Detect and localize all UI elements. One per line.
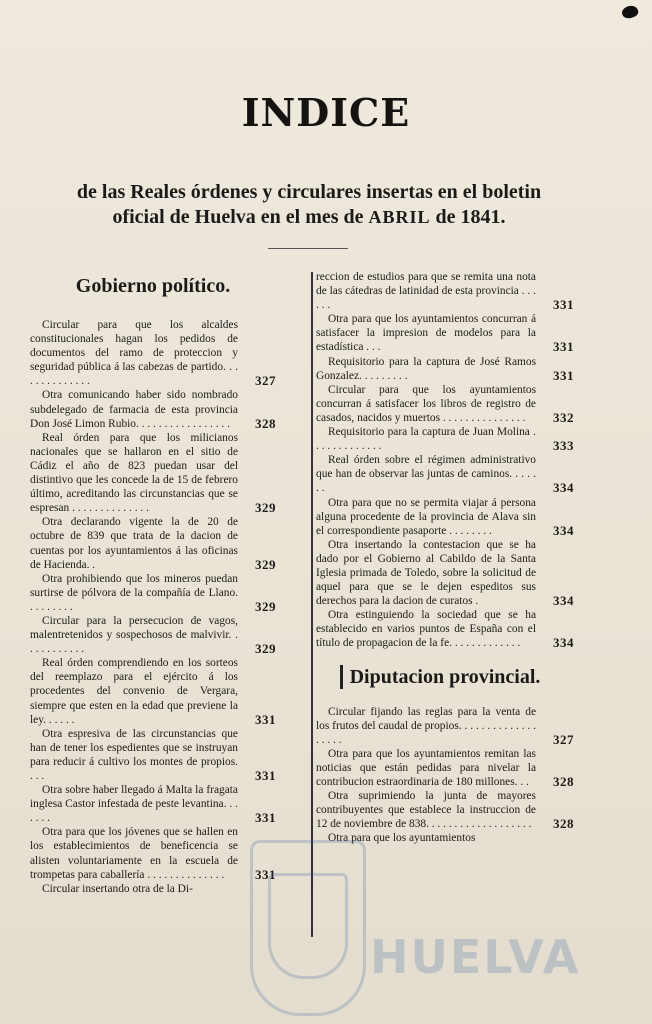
title-rule	[268, 248, 348, 249]
entry-text: Otra para que los ayuntamientos remitan las noticias que están pedidas para nivelar la contribucion estraordinaria de 180 millones. . .	[316, 747, 536, 788]
page-title: INDICE	[241, 90, 411, 135]
entry-text: reccion de estudios para que se remita una nota de las cátedras de latinidad de esta provincia . . . . . .	[316, 271, 536, 312]
subtitle-line-1: de las Reales órdenes y circulares insertas en el boletin	[76, 181, 542, 203]
entry-text: Otra declarando vigente la de 20 de octubre de 839 que trata de la dacion de cuentas por los ayuntamientos á las oficinas de Hacienda. .	[30, 516, 238, 571]
index-entry	[316, 831, 574, 845]
entry-text: Circular insertando otra de la Di-	[42, 882, 193, 895]
entry-page-number: 334	[553, 480, 574, 496]
entry-text: Otra para que no se permita viajar á persona alguna procedente de la provincia de Alava sin el correspondiente pasaporte . . . . . . . .	[316, 496, 536, 537]
entry-text: Circular para que los alcaldes constitucionales hagan los pedidos de documentos del ramo de proteccion y seguridad pública á las cabezas de partido. . . . . . . . . . . . . .	[30, 319, 238, 388]
entry-text: Otra para que los ayuntamientos	[328, 832, 476, 845]
index-entry	[30, 388, 276, 430]
subtitle-line-2	[14, 205, 604, 230]
entry-page-number: 328	[553, 816, 574, 832]
entry-text: Otra prohibiendo que los mineros puedan surtirse de pólvora de la compañía de Llano. . . . . . . . .	[30, 572, 238, 613]
index-entry	[30, 825, 276, 881]
library-watermark	[250, 830, 590, 1020]
section-heading-diputacion: Diputacion provincial.	[316, 665, 574, 689]
entry-page-number: 329	[255, 500, 276, 516]
entry-text: Circular para que los ayuntamientos concurran á satisfacer los libros de registro de casados, nacidos y muertos . . . . . . . . . . . . . . .	[316, 383, 536, 424]
index-entry	[30, 515, 276, 571]
entry-text: Otra sobre haber llegado á Malta la fragata inglesa Castor infestada de peste levantina. . . . . . .	[30, 784, 238, 825]
entry-page-number: 327	[553, 731, 574, 747]
left-entries-list	[30, 318, 276, 896]
entry-page-number: 329	[255, 556, 276, 572]
index-entry	[316, 747, 574, 789]
entry-text: Circular para la persecucion de vagos, malentretenidos y sospechosos de malvivir. . . . . . . . . . . .	[30, 614, 238, 656]
index-entry	[316, 608, 574, 650]
index-entry	[316, 789, 574, 831]
index-entry	[30, 318, 276, 388]
section-heading-gobierno: Gobierno político.	[75, 275, 231, 297]
entry-text: Otra comunicando haber sido nombrado subdelegado de farmacia de esta provincia Don José Limon Rubio. . . . . . . . . . . . . . . . .	[30, 389, 238, 430]
index-entry	[316, 425, 574, 453]
entry-page-number: 328	[553, 774, 574, 789]
entry-page-number: 334	[553, 635, 574, 651]
index-entry	[316, 538, 574, 608]
right-column	[316, 270, 574, 845]
right-entries-list	[316, 270, 574, 651]
index-entry	[316, 453, 574, 495]
entry-page-number: 331	[255, 866, 276, 882]
subtitle-line-2-prefix: oficial de Huelva en el mes de	[112, 206, 364, 228]
subtitle	[14, 180, 604, 230]
entry-text: Requisitorio para la captura de Juan Molina . . . . . . . . . . . . .	[316, 426, 536, 453]
entry-text: Real órden para que los milicianos nacionales que se hallaron en el sitio de Cádiz el año de 823 puedan usar del distintivo que les concede la de 15 de febrero último, acreditando las circunstancias que se espresan . . . . . . . . . . . . . .	[30, 431, 238, 515]
entry-page-number: 334	[553, 593, 574, 609]
entry-page-number: 328	[255, 415, 276, 431]
subtitle-year: de 1841.	[435, 206, 506, 228]
entry-page-number: 333	[553, 438, 574, 454]
entry-text: Otra suprimiendo la junta de mayores contribuyentes que establece la instruccion de 12 de noviembre de 838. . . . . . . . . . . . . . . . . . .	[316, 790, 536, 831]
subtitle-month: ABRIL	[368, 207, 431, 227]
column-divider	[311, 272, 313, 937]
entry-page-number: 329	[255, 641, 276, 657]
entry-page-number: 331	[255, 711, 276, 727]
entry-page-number: 331	[553, 297, 574, 313]
index-entry	[316, 496, 574, 538]
index-entry	[316, 355, 574, 383]
index-entry	[30, 727, 276, 783]
entry-page-number: 332	[553, 409, 574, 425]
entry-text: Otra para que los jóvenes que se hallen en los establecimientos de beneficencia se alisten voluntariamente en la escuela de trompetas para caballería . . . . . . . . . . . . . .	[30, 826, 238, 881]
entry-text: Otra insertando la contestacion que se ha dado por el Gobierno al Cabildo de la Santa Iglesia primada de Toledo, sobre la solicitud de aquel para que se le dejen espeditos sus derechos para la dacion de curatos .	[316, 538, 536, 608]
entry-page-number: 327	[255, 373, 276, 389]
entry-text: Real órden comprendiendo en los sorteos del reemplazo para el ejército á los procedentes del convenio de Vergara, siempre que esten en la edad que previene la ley. . . . . .	[30, 657, 238, 726]
right-entries-list-2	[316, 705, 574, 846]
index-entry	[30, 431, 276, 516]
index-entry	[30, 572, 276, 614]
index-entry	[316, 270, 574, 312]
entry-page-number: 331	[553, 339, 574, 355]
index-entry	[30, 882, 276, 896]
entry-page-number: 331	[553, 367, 574, 383]
left-column	[30, 270, 276, 896]
index-entry	[30, 614, 276, 656]
entry-text: Real órden sobre el régimen administrativo que han de observar las juntas de caminos. . . . . . .	[316, 454, 536, 495]
entry-text: Otra para que los ayuntamientos concurran á satisfacer la impresion de modelos para la estadística . . .	[316, 313, 536, 354]
index-entry	[316, 312, 574, 354]
index-entry	[316, 705, 574, 747]
index-entry	[316, 383, 574, 425]
entry-text: Circular fijando las reglas para la venta de los frutos del caudal de propios. . . . . . . . . . . . . . . . . . .	[316, 705, 536, 746]
entry-page-number: 331	[255, 768, 276, 783]
watermark-text: HUELVA	[370, 930, 581, 984]
index-entry	[30, 656, 276, 726]
entry-text: Requisitorio para la captura de José Ramos Gonzalez. . . . . . . . .	[316, 355, 536, 382]
entry-page-number: 329	[255, 598, 276, 614]
index-entry	[30, 783, 276, 825]
entry-page-number: 331	[255, 810, 276, 826]
entry-text: Otra espresiva de las circunstancias que han de tener los espedientes que se instruyan para reducir á cultivo los montes de propios. . . .	[30, 727, 238, 782]
entry-text: Otra estinguiendo la sociedad que se ha establecido en varios puntos de España con el título de propagacion de la fe. . . . . . . . . . . . .	[316, 609, 536, 650]
ink-blot	[620, 4, 639, 21]
entry-page-number: 334	[553, 522, 574, 538]
